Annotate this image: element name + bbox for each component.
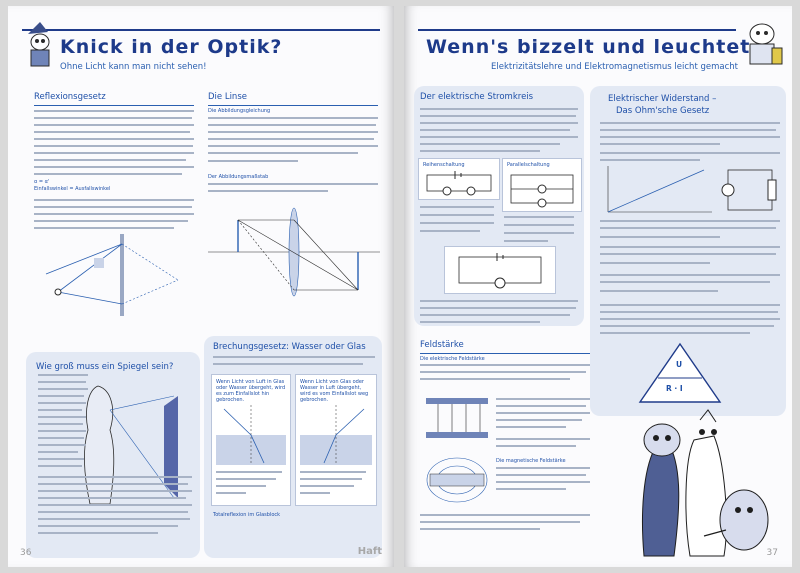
right-page-number: 37 (766, 548, 778, 558)
parallel-circuit-box (502, 158, 582, 212)
heading-field: Feldstärke (420, 340, 464, 350)
refraction-caption: Totalreflexion im Glasblock (213, 512, 281, 518)
publisher-logo: Haft (357, 546, 382, 557)
series-circuit-box (418, 158, 500, 200)
ohm-triangle (638, 342, 722, 404)
professor-mascot-icon (22, 20, 60, 68)
heading-mirror-question: Wie groß muss ein Spiegel sein? (36, 362, 174, 372)
ohm-triangle-u: U (676, 360, 683, 369)
reflection-formula-label: Einfallswinkel = Ausfallswinkel (34, 186, 111, 192)
magnification-heading: Der Abbildungsmaßstab (208, 174, 269, 180)
ohm-circuit-diagram (722, 164, 778, 216)
heading-underline (208, 105, 378, 106)
measurement-circuit-diagram (453, 251, 547, 289)
refraction-case-1 (211, 374, 291, 506)
right-page-title: Wenn's bizzelt und leuchtet (426, 36, 751, 58)
capacitor-field-diagram (422, 390, 492, 446)
heading-reflection: Reflexionsgesetz (34, 92, 106, 102)
lens-diagram (208, 198, 380, 306)
heading-ohm: Elektrischer Widerstand – (608, 94, 717, 104)
lens-equation-heading: Die Abbildungsgleichung (208, 108, 271, 114)
right-top-rule (418, 29, 736, 31)
parallel-circuit-diagram (507, 171, 577, 207)
series-circuit-diagram (423, 171, 495, 195)
mirror-reflection-diagram (38, 234, 198, 322)
left-page-title: Knick in der Optik? (60, 36, 283, 58)
heading-ohm-sub: Das Ohm'sche Gesetz (616, 106, 710, 116)
heading-refraction: Brechungsgesetz: Wasser oder Glas (213, 342, 366, 352)
field-sub-electric: Die elektrische Feldstärke (420, 356, 485, 362)
left-page (8, 6, 394, 567)
refraction-case-2-text: Wenn Licht von Glas oder Wasser in Luft übergeht, wird es vom Einfallslot weg gebrochen. (300, 379, 369, 403)
field-sub-magnetic: Die magnetische Feldstärke (496, 458, 566, 464)
left-top-rule (22, 29, 380, 31)
parallel-label: Parallelschaltung (507, 162, 550, 168)
heading-lens: Die Linse (208, 92, 247, 102)
right-page-subtitle: Elektrizitätslehre und Elektromagnetismus leicht gemacht (491, 62, 738, 72)
right-page (404, 6, 792, 567)
heading-underline (34, 105, 194, 106)
heading-circuit: Der elektrische Stromkreis (420, 92, 534, 102)
refraction-case-1-text: Wenn Licht von Luft in Glas oder Wasser übergeht, wird es zum Einfallslot hin gebrochen. (216, 379, 286, 403)
refraction-case-2 (295, 374, 377, 506)
refraction-diagram-1 (216, 405, 286, 465)
circuit-measurement-box (444, 246, 556, 294)
cartoon-characters-illustration (604, 410, 788, 560)
heading-underline (420, 353, 590, 354)
left-page-subtitle: Ohne Licht kann man nicht sehen! (60, 62, 207, 72)
refraction-diagram-2 (300, 405, 372, 465)
left-page-number: 36 (20, 548, 32, 558)
series-label: Reihenschaltung (423, 162, 465, 168)
ohm-graph (604, 164, 716, 216)
magnetic-field-diagram (422, 452, 492, 508)
ohm-triangle-ri: R · I (666, 384, 683, 393)
reflection-formula: α = α' (34, 179, 50, 185)
